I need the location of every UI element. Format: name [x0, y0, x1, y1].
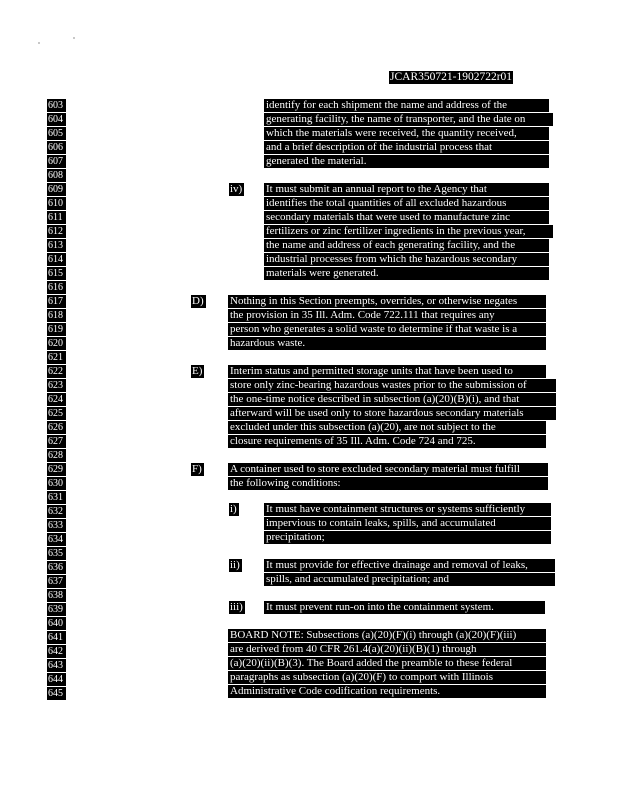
text-line: It must have containment structures or systems sufficiently	[264, 503, 551, 516]
line-number: 630	[47, 477, 66, 490]
text-line: Interim status and permitted storage units that have been used to	[228, 365, 546, 378]
text-line: Administrative Code codification requirements.	[228, 685, 546, 698]
item-marker: iv)	[230, 183, 243, 195]
text-line: and a brief description of the industrial process that	[264, 141, 549, 154]
item-marker: i)	[230, 503, 237, 515]
subsection-marker: E)	[192, 365, 203, 377]
line-number: 615	[47, 267, 66, 280]
line-number: 624	[47, 393, 66, 406]
line-number: 639	[47, 603, 66, 616]
line-number: 642	[47, 645, 66, 658]
text-line: identifies the total quantities of all excluded hazardous	[264, 197, 549, 210]
text-line: generated the material.	[264, 155, 549, 168]
line-number: 603	[47, 99, 66, 112]
text-line: identify for each shipment the name and address of the	[264, 99, 549, 112]
line-number: 645	[47, 687, 66, 700]
item-marker: ii)	[230, 559, 240, 571]
text-line: closure requirements of 35 Ill. Adm. Code 724 and 725.	[228, 435, 546, 448]
scan-speck	[73, 37, 75, 39]
subsection-marker: D)	[192, 295, 204, 307]
line-number: 614	[47, 253, 66, 266]
text-line: the following conditions:	[228, 477, 548, 490]
text-line: person who generates a solid waste to determine if that waste is a	[228, 323, 546, 336]
text-line: BOARD NOTE: Subsections (a)(20)(F)(i) through (a)(20)(F)(iii)	[228, 629, 546, 642]
line-number: 623	[47, 379, 66, 392]
line-number: 608	[47, 169, 66, 182]
line-number: 613	[47, 239, 66, 252]
document-id: JCAR350721-1902722r01	[390, 71, 513, 83]
line-number: 609	[47, 183, 66, 196]
line-number: 625	[47, 407, 66, 420]
text-line: Nothing in this Section preempts, overrides, or otherwise negates	[228, 295, 546, 308]
line-number: 610	[47, 197, 66, 210]
line-number: 606	[47, 141, 66, 154]
line-number: 621	[47, 351, 66, 364]
line-number: 633	[47, 519, 66, 532]
text-line: It must prevent run-on into the containment system.	[264, 601, 545, 614]
line-number: 644	[47, 673, 66, 686]
text-line: which the materials were received, the quantity received,	[264, 127, 549, 140]
line-number: 627	[47, 435, 66, 448]
line-number: 634	[47, 533, 66, 546]
text-line: afterward will be used only to store hazardous secondary materials	[228, 407, 556, 420]
line-number: 612	[47, 225, 66, 238]
line-number: 636	[47, 561, 66, 574]
text-line: are derived from 40 CFR 261.4(a)(20)(ii)(B)(1) through	[228, 643, 546, 656]
text-line: fertilizers or zinc fertilizer ingredients in the previous year,	[264, 225, 553, 238]
line-number: 641	[47, 631, 66, 644]
line-number: 620	[47, 337, 66, 350]
text-line: It must provide for effective drainage and removal of leaks,	[264, 559, 555, 572]
subsection-marker: F)	[192, 463, 202, 475]
text-line: generating facility, the name of transporter, and the date on	[264, 113, 553, 126]
text-line: A container used to store excluded secondary material must fulfill	[228, 463, 548, 476]
text-line: the provision in 35 Ill. Adm. Code 722.111 that requires any	[228, 309, 546, 322]
line-number: 643	[47, 659, 66, 672]
line-number: 619	[47, 323, 66, 336]
text-line: store only zinc-bearing hazardous wastes prior to the submission of	[228, 379, 556, 392]
text-line: precipitation;	[264, 531, 551, 544]
line-number: 632	[47, 505, 66, 518]
line-number: 604	[47, 113, 66, 126]
text-line: spills, and accumulated precipitation; and	[264, 573, 555, 586]
item-marker: iii)	[230, 601, 243, 613]
text-line: impervious to contain leaks, spills, and accumulated	[264, 517, 551, 530]
line-number: 638	[47, 589, 66, 602]
line-number: 607	[47, 155, 66, 168]
line-number: 628	[47, 449, 66, 462]
scan-speck	[38, 42, 40, 44]
line-number: 626	[47, 421, 66, 434]
text-line: the name and address of each generating facility, and the	[264, 239, 549, 252]
line-number: 629	[47, 463, 66, 476]
line-number: 637	[47, 575, 66, 588]
line-number: 635	[47, 547, 66, 560]
line-number: 616	[47, 281, 66, 294]
text-line: secondary materials that were used to manufacture zinc	[264, 211, 549, 224]
text-line: hazardous waste.	[228, 337, 546, 350]
line-number: 617	[47, 295, 66, 308]
line-number: 622	[47, 365, 66, 378]
text-line: the one-time notice described in subsection (a)(20)(B)(i), and that	[228, 393, 556, 406]
text-line: It must submit an annual report to the Agency that	[264, 183, 549, 196]
line-number: 618	[47, 309, 66, 322]
text-line: excluded under this subsection (a)(20), are not subject to the	[228, 421, 546, 434]
text-line: materials were generated.	[264, 267, 549, 280]
line-number: 605	[47, 127, 66, 140]
text-line: industrial processes from which the hazardous secondary	[264, 253, 549, 266]
text-line: (a)(20)(ii)(B)(3). The Board added the preamble to these federal	[228, 657, 546, 670]
line-number: 611	[47, 211, 66, 224]
line-number: 631	[47, 491, 66, 504]
text-line: paragraphs as subsection (a)(20)(F) to comport with Illinois	[228, 671, 546, 684]
line-number: 640	[47, 617, 66, 630]
